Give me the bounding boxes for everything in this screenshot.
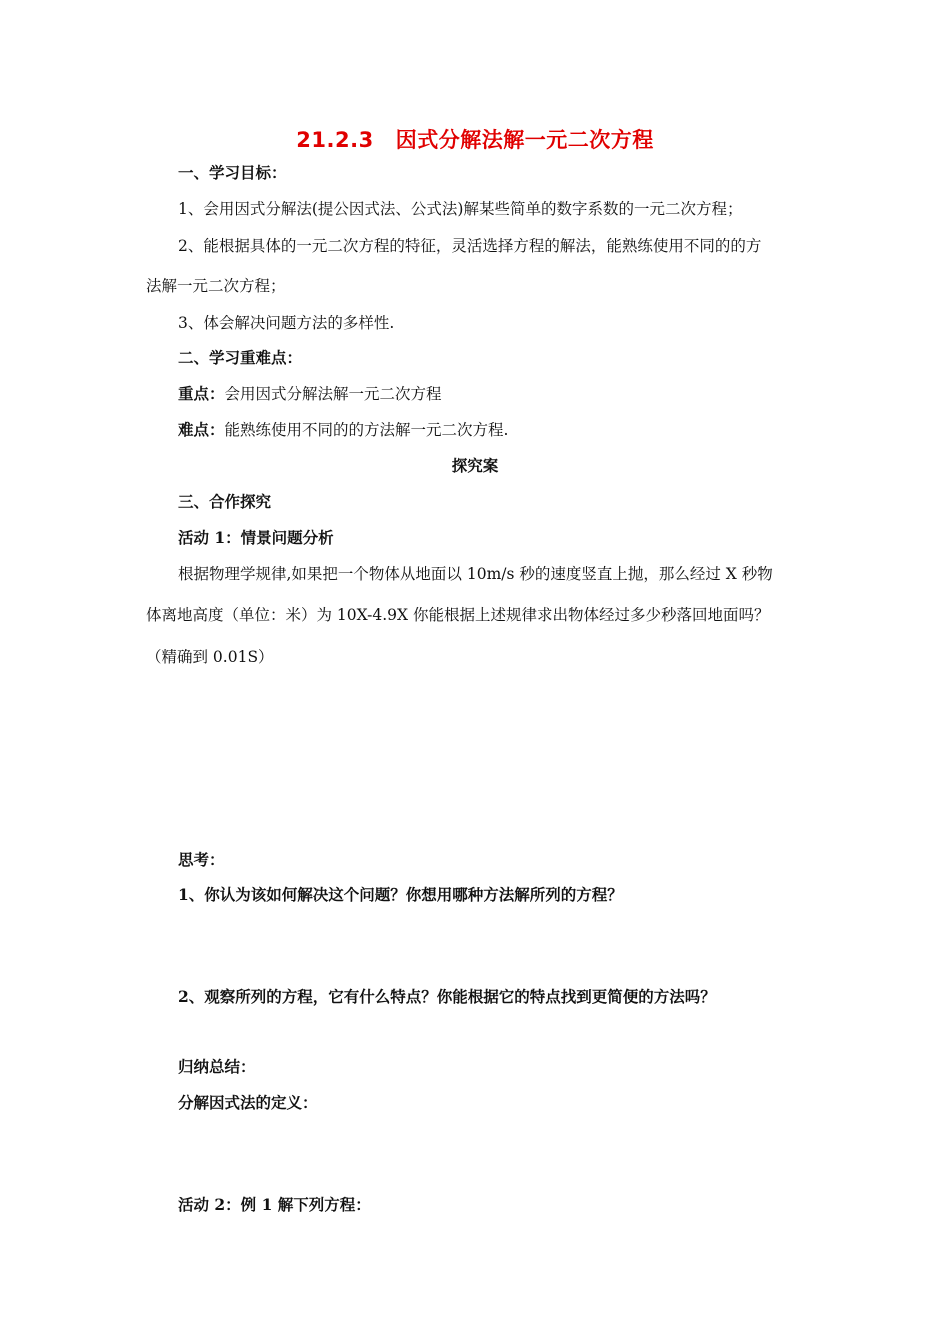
definition-label: 分解因式法的定义： (178, 1093, 318, 1112)
goal-item-2-cont: 法解一元二次方程； (146, 277, 286, 295)
key-text: 会用因式分解法解一元二次方程 (224, 385, 442, 403)
think-question-2: 2、观察所列的方程，它有什么特点？你能根据它的特点找到更简便的方法吗？ (178, 987, 716, 1006)
explore-title: 探究案 (451, 456, 499, 475)
key-point (178, 384, 442, 404)
goal-item-2: 2、能根据具体的一元二次方程的特征，灵活选择方程的解法，能熟练使用不同的的方 (178, 237, 762, 255)
title-number: 21.2.3 (296, 128, 374, 152)
diff-label: 难点： (178, 420, 225, 439)
problem-line-3: （精确到 0.01S） (146, 648, 274, 666)
section1-heading: 一、学习目标： (178, 163, 287, 182)
difficult-point (178, 420, 508, 440)
activity2-heading: 活动 2：例 1 解下列方程： (178, 1195, 371, 1214)
diff-text: 能熟练使用不同的的方法解一元二次方程. (224, 421, 509, 439)
key-label: 重点： (178, 384, 225, 403)
page-title (0, 124, 950, 154)
think-label: 思考： (178, 850, 225, 869)
summary-label: 归纳总结： (178, 1057, 256, 1076)
problem-line-2: 体离地高度（单位：米）为 10X-4.9X 你能根据上述规律求出物体经过多少秒落回地面吗？ (146, 606, 770, 624)
think-question-1: 1、你认为该如何解决这个问题？你想用哪种方法解所列的方程？ (178, 885, 623, 904)
problem-line-1: 根据物理学规律,如果把一个物体从地面以 10m/s 秒的速度竖直上抛，那么经过 X 秒物 (178, 565, 773, 583)
goal-item-3: 3、体会解决问题方法的多样性. (178, 314, 395, 332)
title-text: 因式分解法解一元二次方程 (395, 128, 654, 152)
section2-heading: 二、学习重难点： (178, 348, 303, 367)
goal-item-1: 1、会用因式分解法(提公因式法、公式法)解某些简单的数字系数的一元二次方程； (178, 200, 743, 218)
activity1-heading: 活动 1：情景问题分析 (178, 528, 334, 547)
section3-heading: 三、合作探究 (178, 492, 272, 511)
